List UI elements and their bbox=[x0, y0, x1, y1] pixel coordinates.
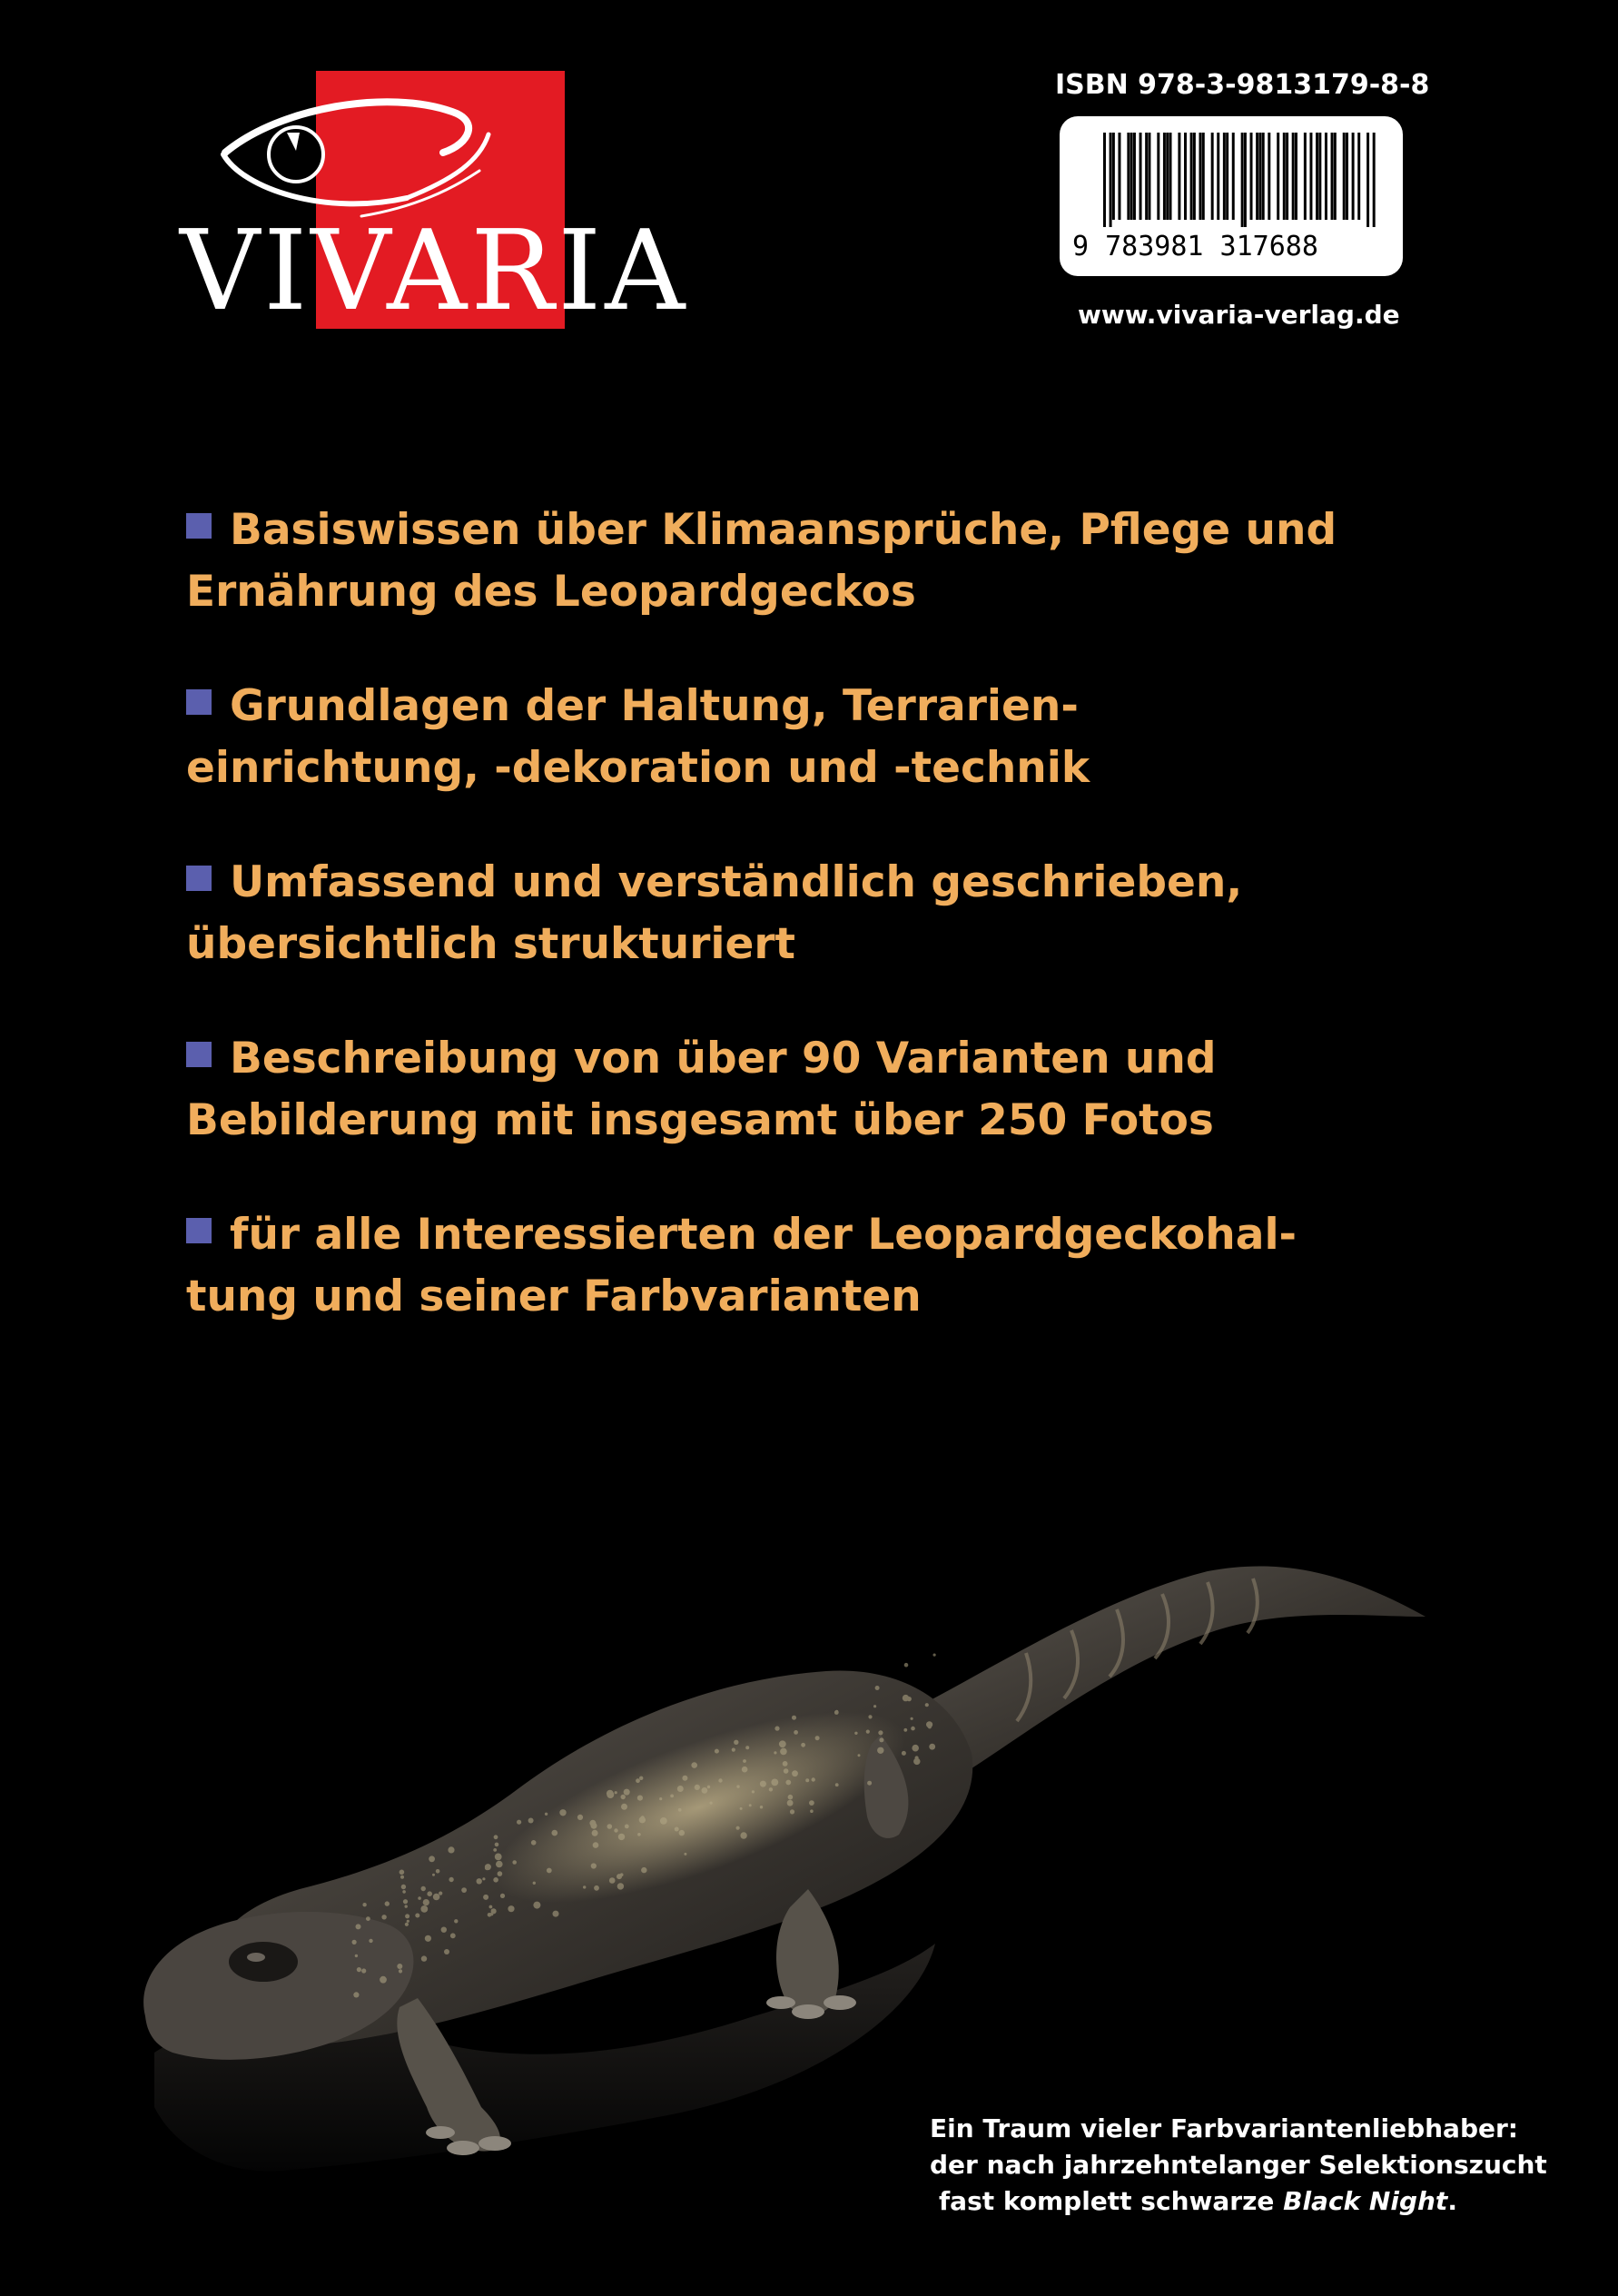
logo-wordmark: VIVARIA bbox=[180, 206, 689, 335]
feature-list bbox=[186, 500, 1494, 1381]
feature-item bbox=[186, 1204, 1494, 1328]
barcode bbox=[1060, 116, 1403, 276]
publisher-website: www.vivaria-verlag.de bbox=[1078, 300, 1400, 330]
feature-item-text: Basiswissen über Klimaansprüche, Pflege und bbox=[230, 505, 1337, 555]
vivaria-logo bbox=[180, 71, 688, 334]
feature-item-line bbox=[186, 1204, 1494, 1266]
caption-line-3 bbox=[930, 2183, 1583, 2220]
feature-item-text: Ernährung des Leopardgeckos bbox=[186, 567, 916, 617]
feature-item-line bbox=[186, 737, 1494, 799]
feature-item-text: übersichtlich strukturiert bbox=[186, 919, 796, 969]
caption-line-2: der nach jahrzehntelanger Selektionszucht bbox=[930, 2150, 1547, 2180]
barcode-digits: 9 783981 317688 bbox=[1072, 231, 1318, 262]
bullet-square-icon bbox=[186, 689, 212, 715]
feature-item-line bbox=[186, 1028, 1494, 1090]
feature-item-text: Grundlagen der Haltung, Terrarien- bbox=[230, 681, 1079, 731]
feature-item bbox=[186, 852, 1494, 975]
bullet-square-icon bbox=[186, 1218, 212, 1243]
caption-line-3-suffix: . bbox=[1447, 2186, 1457, 2216]
bullet-square-icon bbox=[186, 866, 212, 891]
feature-item-line bbox=[186, 561, 1494, 623]
feature-item-text: für alle Interessierten der Leopardgeckohal- bbox=[230, 1210, 1297, 1260]
photo-caption bbox=[930, 2111, 1583, 2220]
feature-item-line bbox=[186, 1266, 1494, 1328]
feature-item-line bbox=[186, 914, 1494, 975]
isbn-label: ISBN 978-3-9813179-8-8 bbox=[1055, 69, 1430, 101]
feature-item-text: Beschreibung von über 90 Varianten und bbox=[230, 1034, 1217, 1084]
feature-item-text: einrichtung, -dekoration und -technik bbox=[186, 743, 1090, 793]
caption-line-3-italic: Black Night bbox=[1283, 2186, 1448, 2216]
feature-item-text: Bebilderung mit insgesamt über 250 Fotos bbox=[186, 1095, 1214, 1145]
caption-line-3-prefix: fast komplett schwarze bbox=[939, 2186, 1284, 2216]
feature-item-line bbox=[186, 852, 1494, 914]
bullet-square-icon bbox=[186, 1042, 212, 1067]
feature-item-line bbox=[186, 676, 1494, 737]
feature-item-line bbox=[186, 500, 1494, 561]
caption-line-1: Ein Traum vieler Farbvariantenliebhaber: bbox=[930, 2113, 1518, 2143]
barcode-bars bbox=[1103, 133, 1376, 227]
feature-item bbox=[186, 1028, 1494, 1152]
feature-item-text: Umfassend und verständlich geschrieben, bbox=[230, 857, 1243, 907]
feature-item-text: tung und seiner Farbvarianten bbox=[186, 1272, 922, 1321]
feature-item bbox=[186, 500, 1494, 623]
feature-item bbox=[186, 676, 1494, 799]
bullet-square-icon bbox=[186, 513, 212, 539]
feature-item-line bbox=[186, 1090, 1494, 1152]
